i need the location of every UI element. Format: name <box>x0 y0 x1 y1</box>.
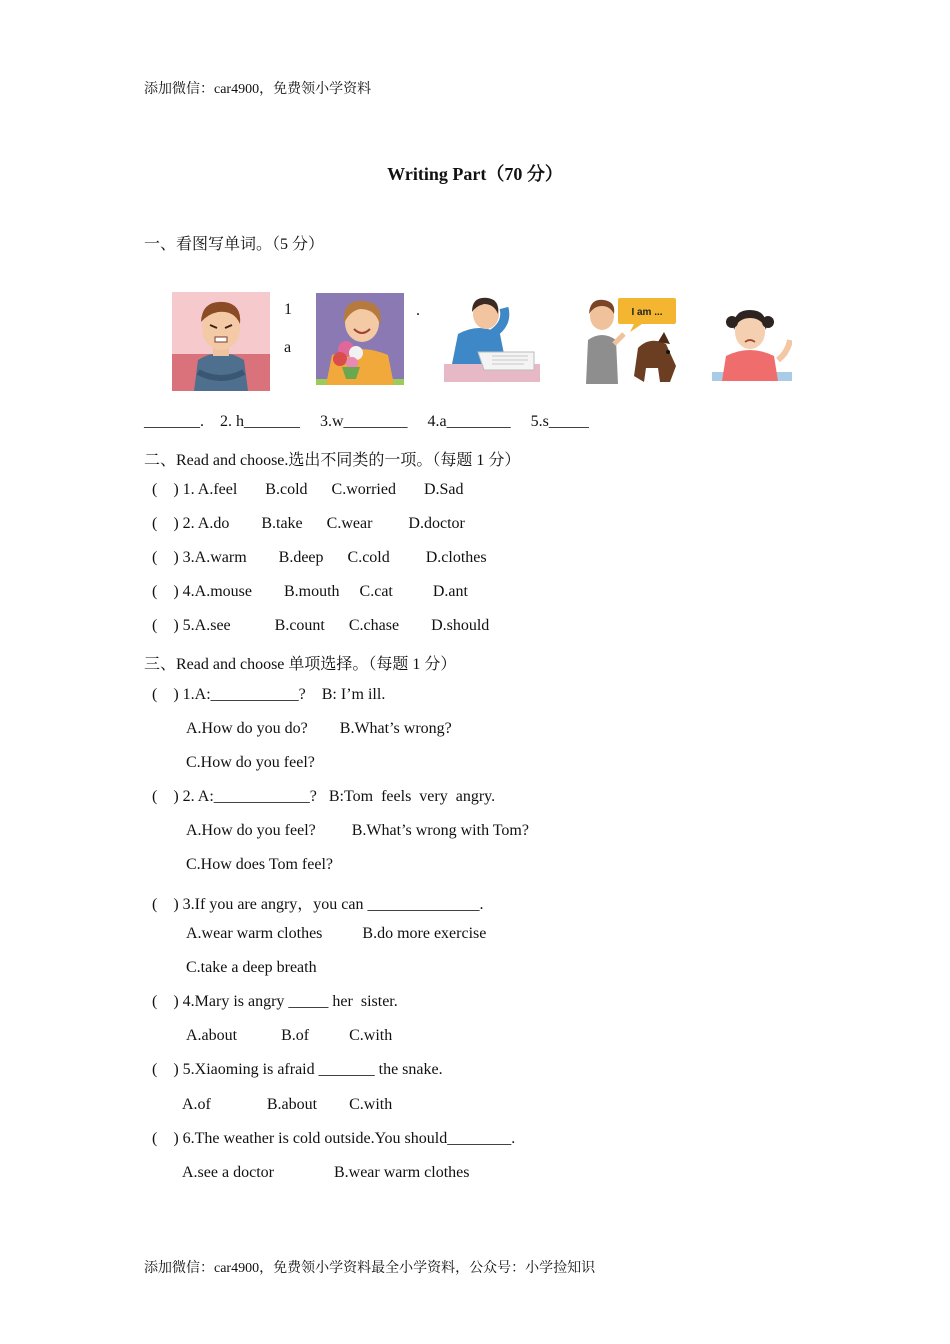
answer-options: C.How does Tom feel? <box>186 856 333 873</box>
answer-options: C.How do you feel? <box>186 754 315 771</box>
answer-options: A.about B.of C.with <box>186 1027 393 1044</box>
question-row: ( ) 2. A:____________? B:Tom feels very angry. <box>152 788 496 805</box>
question-row: ( ) 5.A.see B.count C.chase D.should <box>152 617 490 634</box>
page-header-note: 添加微信：car4900，免费领小学资料 <box>144 82 372 97</box>
picture-answer-blanks: _______. 2. h_______ 3.w________ 4.a________ 5.s_____ <box>144 413 589 430</box>
worried-boy-picture <box>444 294 540 382</box>
question-row: ( ) 4.Mary is angry _____ her sister. <box>152 993 398 1010</box>
answer-options: C.take a deep breath <box>186 959 317 976</box>
afraid-boy-dog-picture <box>572 296 678 384</box>
question-row: ( ) 3.If you are angry，you can ______________. <box>152 896 484 913</box>
question-row: ( ) 1. A.feel B.cold C.worried D.Sad <box>152 481 464 498</box>
picture-letter-marker: a <box>284 339 292 356</box>
happy-girl-picture <box>316 293 404 385</box>
page-title: Writing Part（70 分） <box>387 164 563 184</box>
page-footer-note: 添加微信：car4900，免费领小学资料最全小学资料，公众号：小学捡知识 <box>144 1261 596 1276</box>
question-row: ( ) 6.The weather is cold outside.You should________. <box>152 1130 516 1147</box>
speech-bubble-text: I am ... <box>631 307 663 318</box>
question-row: ( ) 2. A.do B.take C.wear D.doctor <box>152 515 465 532</box>
section3-heading: 三、Read and choose 单项选择。（每题 1 分） <box>144 656 457 673</box>
section1-heading: 一、看图写单词。（5 分） <box>144 236 325 253</box>
section2-heading: 二、Read and choose.选出不同类的一项。（每题 1 分） <box>144 452 521 469</box>
answer-options: A.How do you do? B.What’s wrong? <box>186 720 452 737</box>
question-row: ( ) 5.Xiaoming is afraid _______ the snake. <box>152 1061 443 1078</box>
answer-options: A.see a doctor B.wear warm clothes <box>182 1164 470 1181</box>
question-row: ( ) 4.A.mouse B.mouth C.cat D.ant <box>152 583 468 600</box>
picture-number-marker: 1 <box>284 301 292 318</box>
question-row: ( ) 3.A.warm B.deep C.cold D.clothes <box>152 549 487 566</box>
answer-options: A.of B.about C.with <box>182 1096 393 1113</box>
picture-dot-marker: . <box>416 302 420 319</box>
sad-girl-picture <box>712 300 792 381</box>
angry-boy-picture <box>172 292 270 391</box>
question-row: ( ) 1.A:___________? B: I’m ill. <box>152 686 386 703</box>
answer-options: A.wear warm clothes B.do more exercise <box>186 925 487 942</box>
answer-options: A.How do you feel? B.What’s wrong with Tom? <box>186 822 529 839</box>
